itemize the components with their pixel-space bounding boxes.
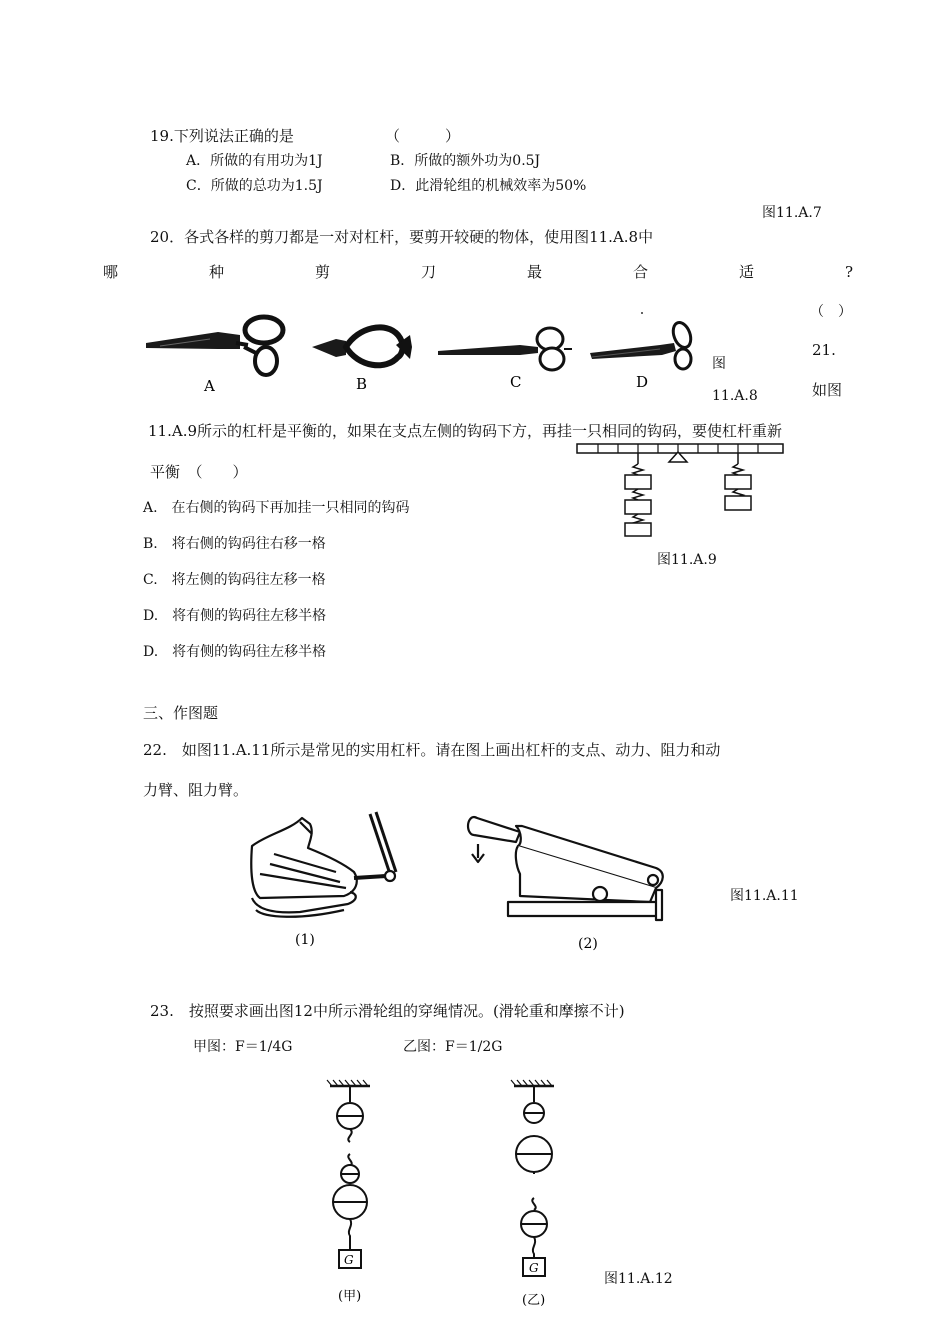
pulley-system-jia (320, 1078, 390, 1308)
scissors-figure (140, 305, 710, 400)
scissors-c-image (438, 328, 572, 370)
q23-jia-requirement: 甲图：F＝1/4G (193, 1039, 293, 1055)
scissors-label-a: A (204, 377, 215, 395)
q21-stem: 11.A.9所示的杠杆是平衡的，如果在支点左侧的钩码下方，再挂一只相同的钩码，要使杠杆重新 (148, 422, 783, 440)
section-3-heading: 三、作图题 (143, 704, 219, 722)
figure-11a11-caption-1: (1) (295, 932, 315, 948)
figure-caption-11a9: 图11.A.9 (657, 552, 717, 568)
q19-option-d: D．此滑轮组的机械效率为50% (390, 178, 587, 194)
q20-line2-char: 最 (527, 263, 543, 281)
q20-line2-char: 合 (633, 263, 649, 281)
q20-answer-paren: （ ） (810, 304, 852, 320)
q21-option-d: D. 将有侧的钩码往左移半格 (143, 608, 327, 624)
q21-option-a: A. 在右侧的钩码下再加挂一只相同的钩码 (143, 500, 410, 516)
weight-g-label-jia: G (344, 1253, 354, 1267)
scissors-label-b: B (356, 375, 368, 393)
q20-line2-char: 种 (209, 263, 225, 281)
lever-cutter-figure (460, 812, 680, 957)
q23-yi-requirement: 乙图：F＝1/2G (403, 1039, 503, 1055)
q22-line1: 22. 如图11.A.11所示是常见的实用杠杆。请在图上画出杠杆的支点、动力、阻力和动 (143, 741, 721, 759)
q19-option-b: B．所做的额外功为0.5J (390, 153, 541, 169)
q19-answer-paren: （ ） (385, 127, 461, 145)
q19-option-c: C．所做的总功为1.5J (186, 178, 323, 194)
scissors-a-image (146, 317, 283, 375)
figure-caption-11a8-part1: 图 (712, 356, 726, 372)
lever-balance-figure (575, 438, 790, 538)
q20-stem: 20．各式各样的剪刀都是一对对杠杆，要剪开较硬的物体，使用图11.A.8中 (150, 228, 654, 246)
q21-option-d-repeat: D. 将有侧的钩码往左移半格 (143, 644, 327, 660)
q21-line2: 平衡 （ ） (150, 463, 248, 481)
weight-g-label-yi: G (529, 1261, 539, 1275)
figure-11a11-caption-2: (2) (578, 936, 598, 952)
q21-ruti: 如图 (812, 381, 843, 399)
pulley-system-yi (500, 1078, 570, 1308)
q23-line1: 23. 按照要求画出图12中所示滑轮组的穿绳情况。(滑轮重和摩擦不计) (150, 1002, 625, 1020)
q19-option-a: A．所做的有用功为1J (186, 153, 323, 169)
q20-line2-char: 适 (739, 263, 755, 281)
figure-caption-11a11: 图11.A.11 (730, 888, 799, 904)
pulley-caption-jia: (甲) (338, 1289, 362, 1304)
q20-line2-char: 剪 (315, 263, 331, 281)
scissors-label-d: D (636, 373, 649, 391)
figure-caption-11a12: 图11.A.12 (604, 1271, 673, 1287)
figure-caption-11a7: 图11.A.7 (762, 205, 822, 221)
q21-option-b: B. 将右侧的钩码往右移一格 (143, 536, 326, 552)
q22-line2: 力臂、阻力臂。 (143, 781, 249, 799)
foot-pedal-figure (240, 812, 410, 952)
q20-line2-char: ? (845, 263, 854, 281)
q21-number: 21. (812, 341, 836, 359)
pulley-caption-yi: (乙) (522, 1293, 546, 1308)
figure-caption-11a8-part2: 11.A.8 (712, 388, 758, 404)
scissors-label-c: C (510, 373, 522, 391)
q20-line2-char: 哪 (103, 263, 119, 281)
q20-line2-char: 刀 (421, 263, 437, 281)
scissors-b-image (312, 327, 412, 365)
q19-stem: 19.下列说法正确的是 (150, 127, 294, 145)
q21-option-c: C. 将左侧的钩码往左移一格 (143, 572, 326, 588)
scissors-d-image (590, 312, 694, 369)
